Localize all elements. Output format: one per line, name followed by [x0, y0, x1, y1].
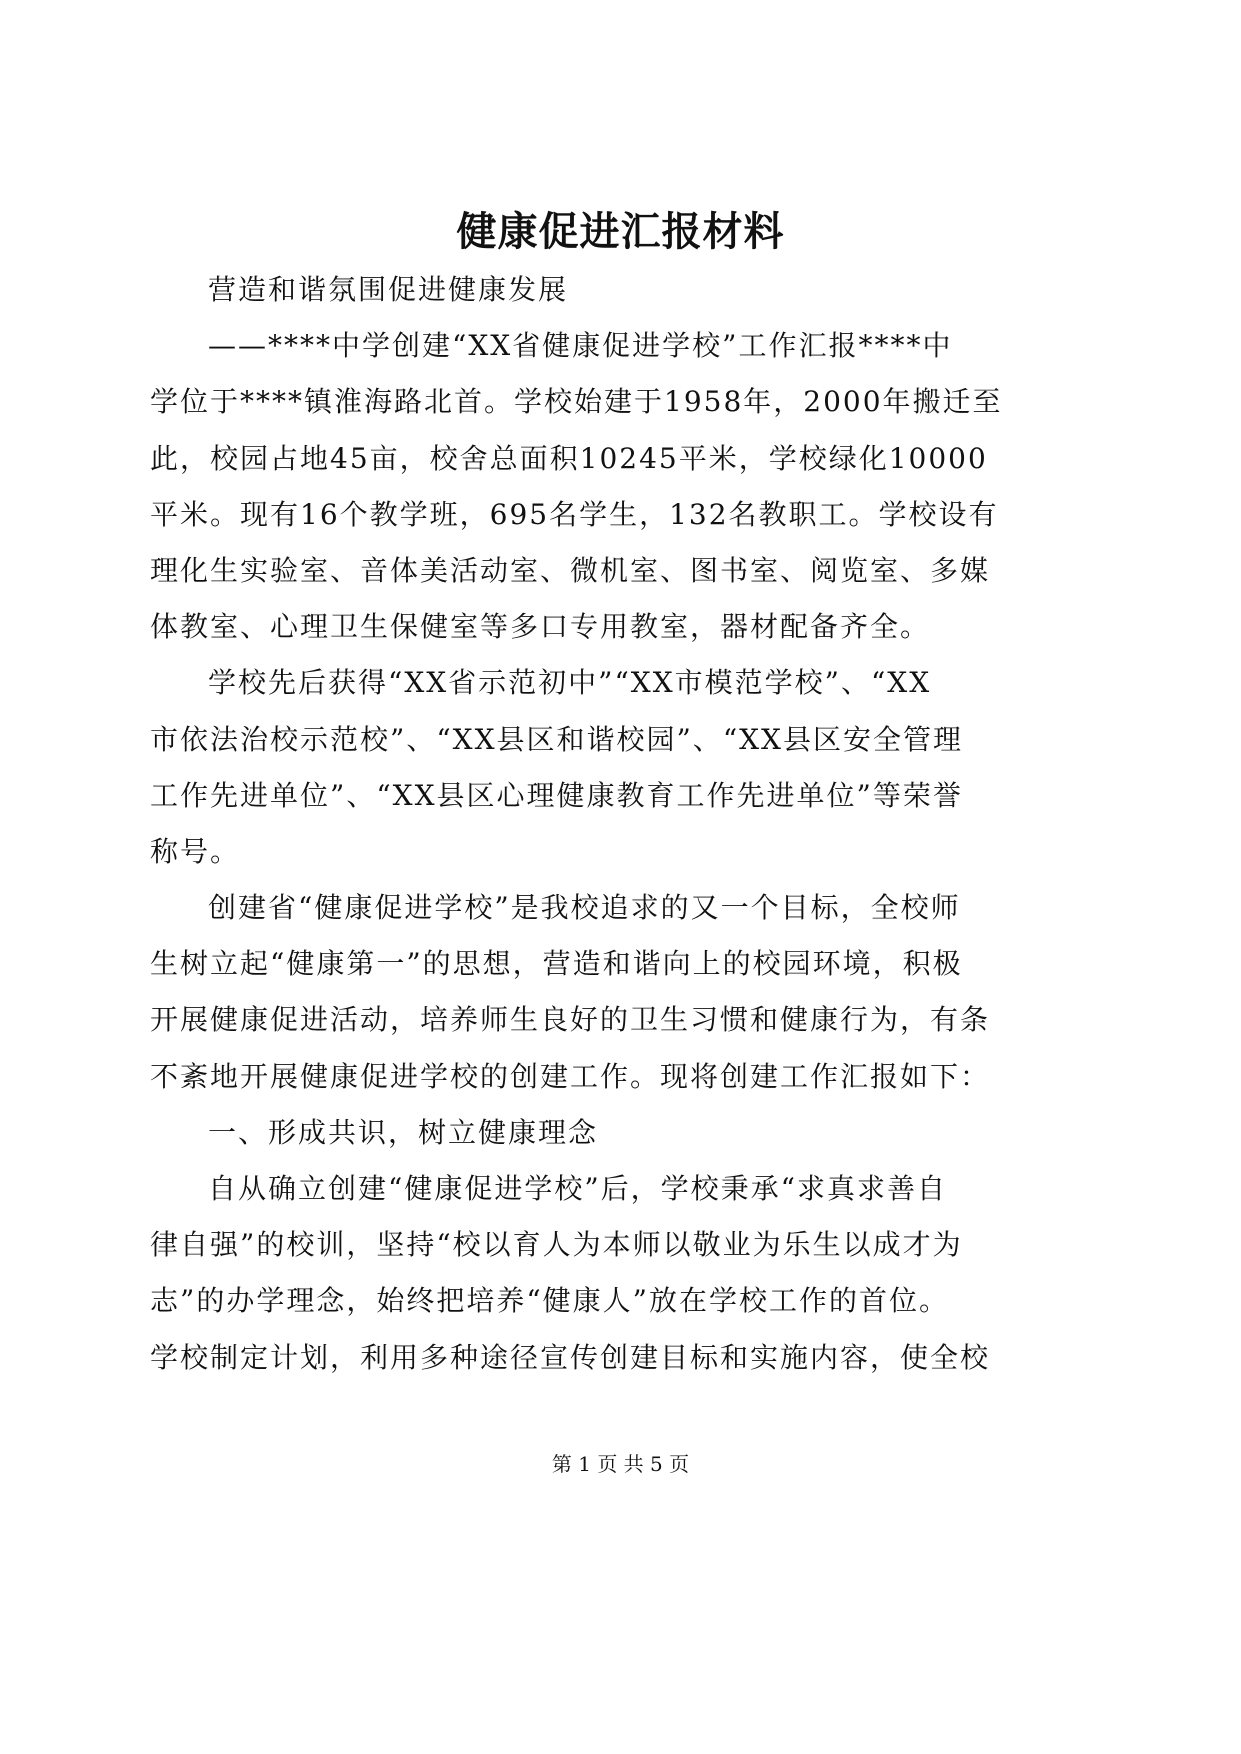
text-line: 工作先进单位”、“XX县区心理健康教育工作先进单位”等荣誉 [150, 778, 963, 812]
page-footer: 第 1 页 共 5 页 [551, 1452, 690, 1476]
text-line: 平米。现有16个教学班，695名学生，132名教职工。学校设有 [150, 497, 999, 531]
document-body [150, 262, 1003, 1386]
text-line: 创建省“健康促进学校”是我校追求的又一个目标，全校师 [208, 891, 961, 925]
text-line: ——****中学创建“XX省健康促进学校”工作汇报****中 [208, 329, 953, 363]
text-line: 律自强”的校训，坚持“校以育人为本师以敬业为乐生以成才为 [150, 1228, 963, 1262]
text-line: 此，校园占地45亩，校舍总面积10245平米，学校绿化10000 [150, 441, 988, 475]
text-line: 不紊地开展健康促进学校的创建工作。现将创建工作汇报如下： [150, 1059, 991, 1093]
text-line: 理化生实验室、音体美活动室、微机室、图书室、阅览室、多媒 [150, 553, 991, 587]
text-line: 营造和谐氛围促进健康发展 [208, 273, 569, 306]
text-line: 学位于****镇淮海路北首。学校始建于1958年，2000年搬迁至 [150, 385, 1003, 419]
text-line: 市依法治校示范校”、“XX县区和谐校园”、“XX县区安全管理 [150, 722, 963, 756]
text-line: 学校制定计划，利用多种途径宣传创建目标和实施内容，使全校 [150, 1340, 991, 1374]
text-line: 自从确立创建“健康促进学校”后，学校秉承“求真求善自 [208, 1172, 947, 1205]
text-line: 学校先后获得“XX省示范初中”“XX市模范学校”、“XX [208, 666, 932, 700]
text-line: 体教室、心理卫生保健室等多口专用教室，器材配备齐全。 [150, 610, 931, 644]
text-line: 开展健康促进活动，培养师生良好的卫生习惯和健康行为，有条 [150, 1003, 991, 1037]
text-line: 志”的办学理念，始终把培养“健康人”放在学校工作的首位。 [150, 1284, 949, 1318]
text-line: 称号。 [150, 834, 241, 868]
document-title: 健康促进汇报材料 [456, 208, 785, 255]
text-line: 生树立起“健康第一”的思想，营造和谐向上的校园环境，积极 [150, 947, 963, 981]
text-line: 一、形成共识，树立健康理念 [208, 1115, 599, 1149]
